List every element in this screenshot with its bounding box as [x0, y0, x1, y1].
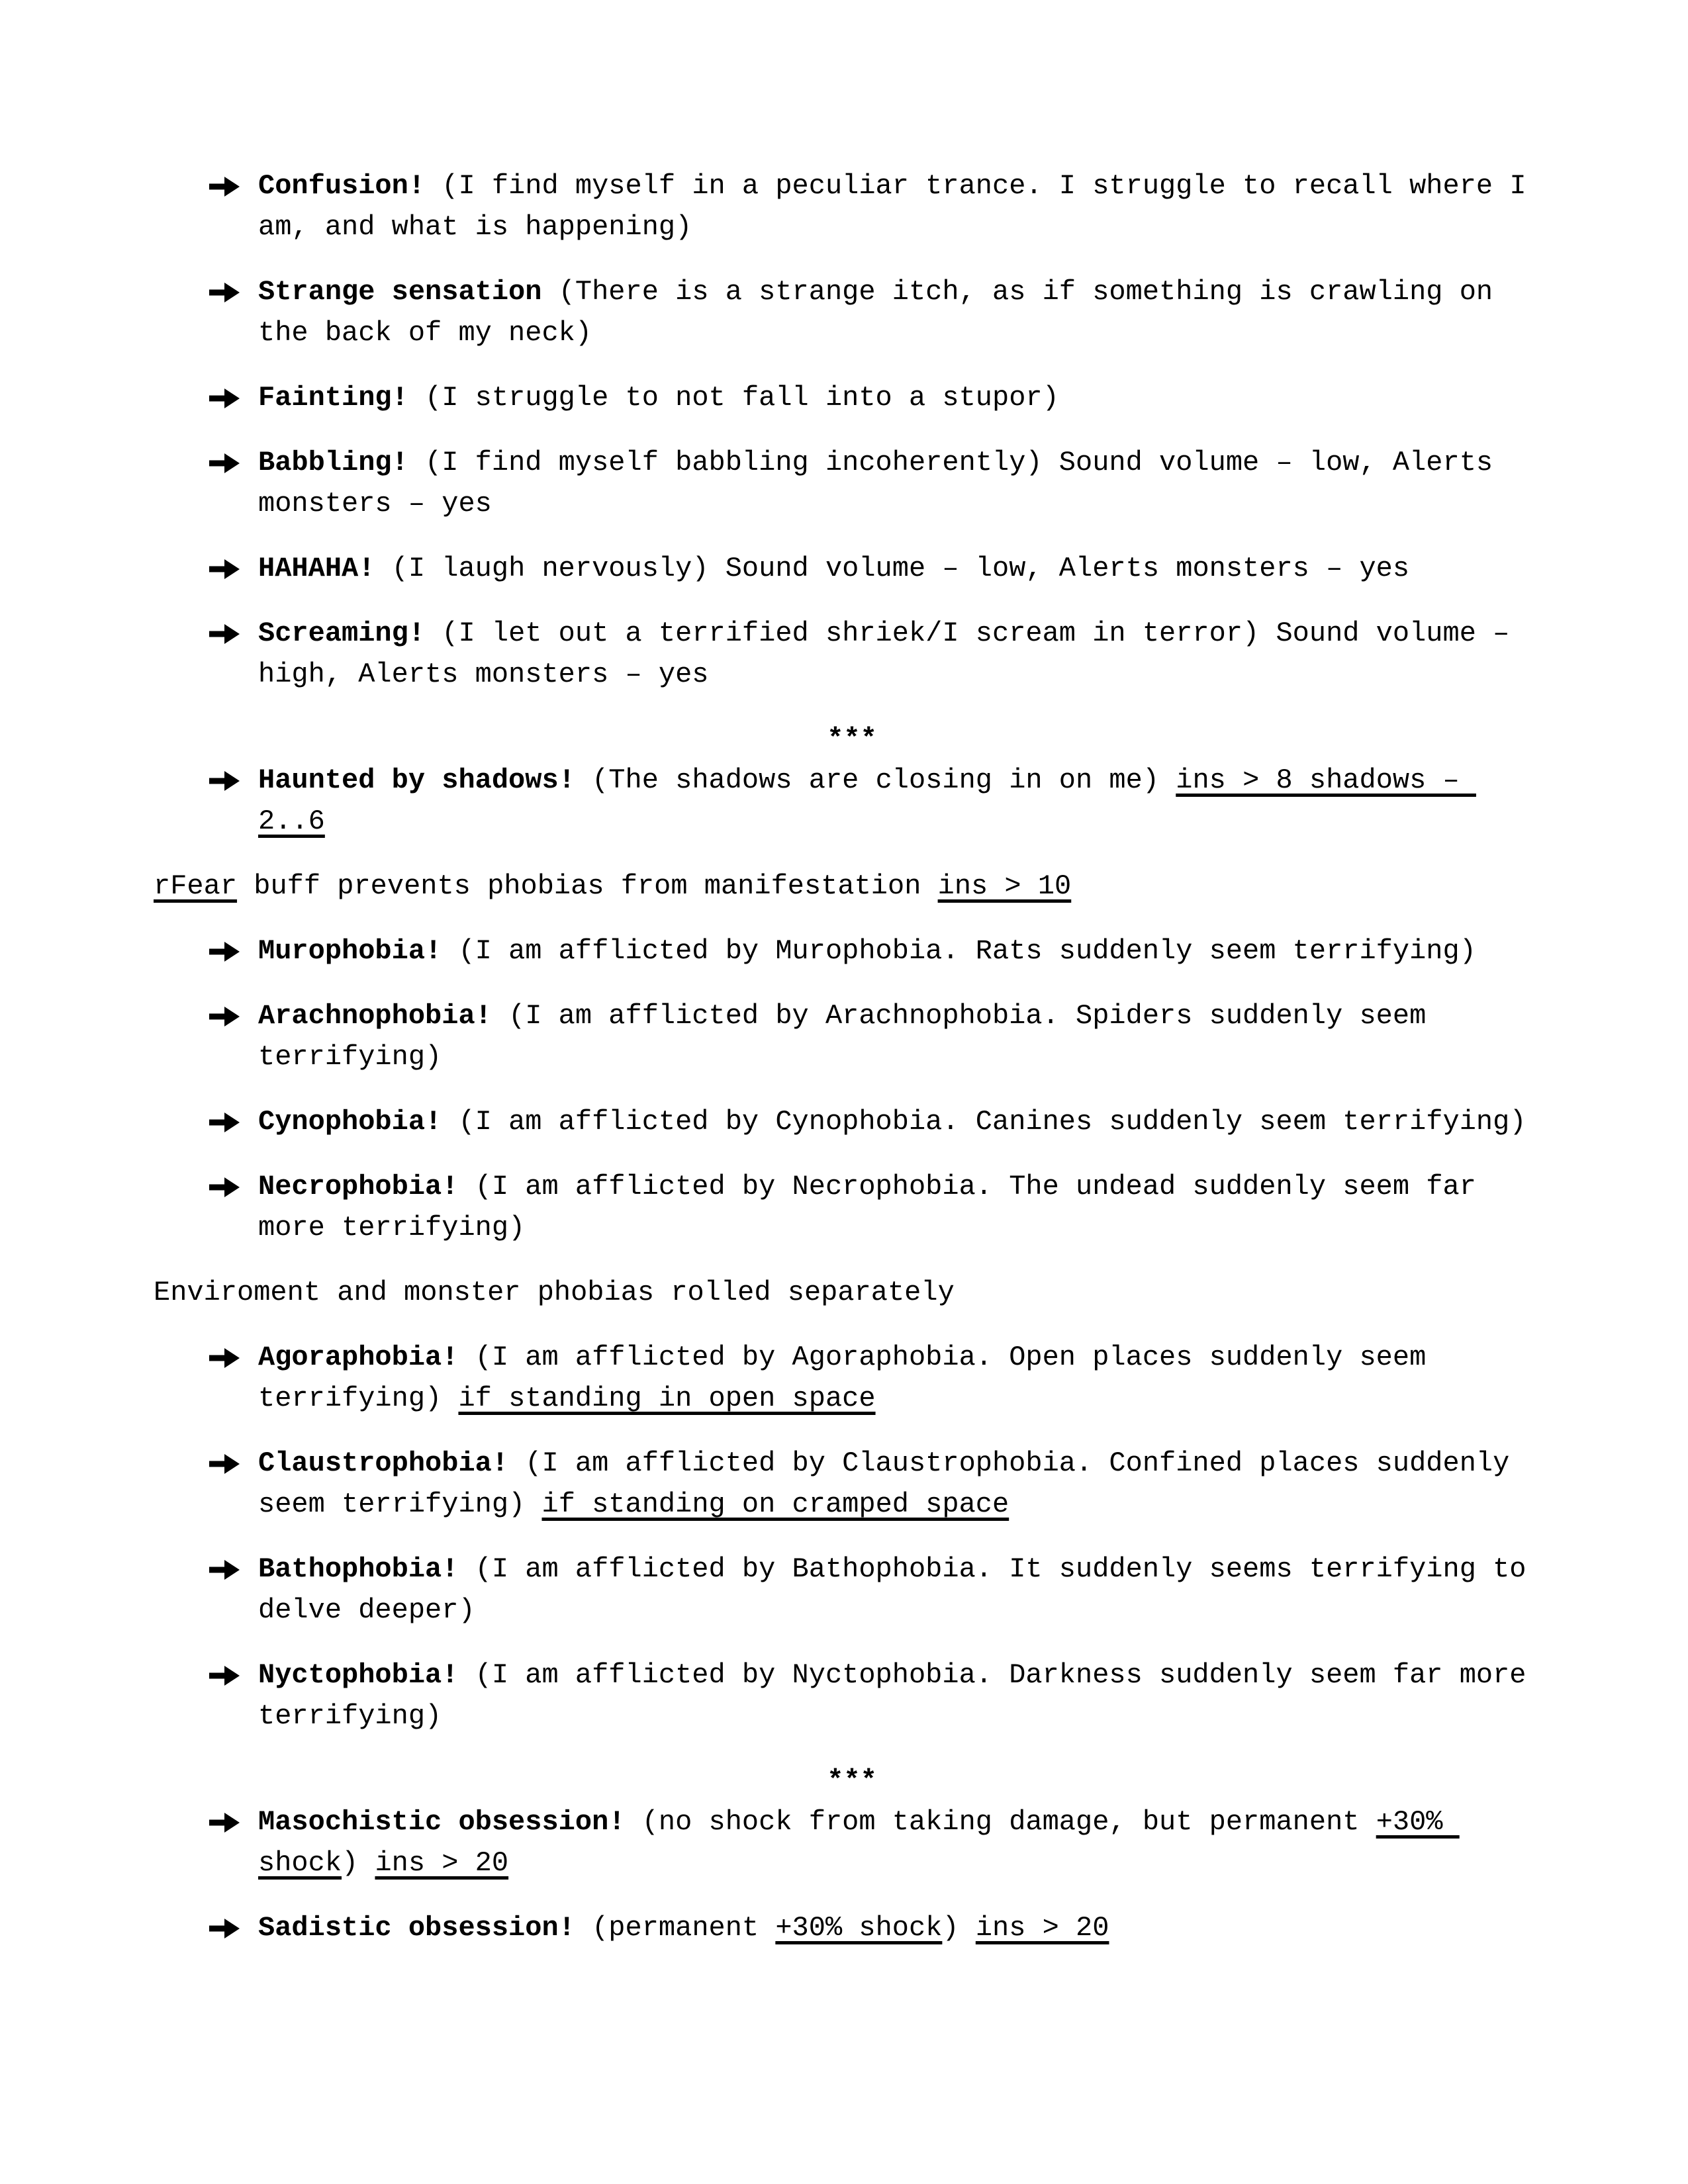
- text-segment: (I find myself in a peculiar trance. I struggle to recall where I: [425, 170, 1526, 202]
- body-paragraph: [154, 1272, 1550, 1313]
- bullet-item: [154, 1655, 1550, 1737]
- text-line: [258, 1907, 1550, 1948]
- text-segment: buff prevents phobias from manifestation: [237, 870, 938, 902]
- text-line: [258, 1655, 1550, 1696]
- text-segment: ins > 20: [975, 1912, 1109, 1944]
- arrow-bullet-icon: [209, 1918, 240, 1939]
- text-line: [258, 1036, 1550, 1077]
- arrow-bullet-icon: [209, 1453, 240, 1475]
- text-segment: +30%: [1376, 1806, 1460, 1838]
- text-line: [258, 613, 1550, 654]
- text-line: [258, 1843, 1550, 1884]
- text-segment: (I am afflicted by Arachnophobia. Spiders suddenly seem: [491, 1000, 1427, 1032]
- bullet-item: [154, 1443, 1550, 1525]
- text-segment: (I am afflicted by Agoraphobia. Open places suddenly seem: [458, 1342, 1427, 1373]
- text-segment: rFear: [154, 870, 238, 902]
- bullet-item: [154, 995, 1550, 1077]
- text-segment: ***: [827, 723, 877, 755]
- text-segment: if standing on cramped space: [541, 1488, 1009, 1520]
- text-line: [258, 1443, 1550, 1484]
- document-content: [154, 165, 1550, 1972]
- text-segment: ins > 8 shadows –: [1176, 764, 1476, 796]
- arrow-bullet-icon: [209, 559, 240, 580]
- text-segment: Claustrophobia!: [258, 1447, 509, 1479]
- text-line: [258, 1166, 1550, 1207]
- text-segment: if standing in open space: [458, 1383, 876, 1414]
- arrow-bullet-icon: [209, 1177, 240, 1198]
- text-segment: the back of my neck): [258, 317, 592, 349]
- text-line: [258, 271, 1550, 312]
- arrow-bullet-icon: [209, 1347, 240, 1369]
- text-segment: Murophobia!: [258, 935, 442, 967]
- text-segment: delve deeper): [258, 1594, 475, 1626]
- text-segment: ins > 10: [937, 870, 1072, 902]
- text-line: [258, 1590, 1550, 1631]
- arrow-bullet-icon: [209, 941, 240, 962]
- text-segment: (I am afflicted by Claustrophobia. Confined places suddenly: [508, 1447, 1510, 1479]
- text-segment: (I am afflicted by Bathophobia. It suddenly seems terrifying to: [458, 1553, 1526, 1585]
- text-segment: ***: [827, 1765, 877, 1797]
- text-segment: Babbling!: [258, 447, 408, 478]
- text-segment: Strange sensation: [258, 276, 542, 308]
- bullet-item: [154, 613, 1550, 695]
- text-line: [154, 719, 1550, 760]
- text-line: [258, 995, 1550, 1036]
- text-line: [258, 760, 1550, 801]
- text-segment: terrifying): [258, 1041, 442, 1073]
- bullet-item: [154, 377, 1550, 418]
- text-segment: (I am afflicted by Nyctophobia. Darkness suddenly seem far more: [458, 1659, 1526, 1691]
- bullet-item: [154, 1801, 1550, 1884]
- text-segment: am, and what is happening): [258, 211, 692, 243]
- bullet-item: [154, 1101, 1550, 1142]
- arrow-bullet-icon: [209, 623, 240, 645]
- text-segment: (I am afflicted by Cynophobia. Canines suddenly seem terrifying): [442, 1106, 1526, 1138]
- arrow-bullet-icon: [209, 770, 240, 792]
- text-segment: Confusion!: [258, 170, 426, 202]
- text-line: [258, 1378, 1550, 1419]
- arrow-bullet-icon: [209, 1112, 240, 1133]
- text-line: [258, 312, 1550, 353]
- text-segment: Fainting!: [258, 382, 408, 414]
- text-line: [258, 1207, 1550, 1248]
- bullet-item: [154, 931, 1550, 972]
- bullet-item: [154, 760, 1550, 842]
- bullet-item: [154, 1549, 1550, 1631]
- text-segment: (The shadows are closing in on me): [575, 764, 1176, 796]
- text-segment: (I laugh nervously) Sound volume – low, Alerts monsters – yes: [375, 553, 1410, 584]
- text-segment: (no shock from taking damage, but permanent: [625, 1806, 1376, 1838]
- text-segment: seem terrifying): [258, 1488, 542, 1520]
- text-segment: ): [942, 1912, 976, 1944]
- text-segment: (There is a strange itch, as if something is crawling on: [541, 276, 1493, 308]
- text-segment: (I find myself babbling incoherently) Sound volume – low, Alerts: [408, 447, 1493, 478]
- text-segment: Sadistic obsession!: [258, 1912, 575, 1944]
- text-line: [258, 801, 1550, 842]
- text-segment: Nyctophobia!: [258, 1659, 459, 1691]
- text-segment: 2..6: [258, 805, 325, 837]
- arrow-bullet-icon: [209, 453, 240, 474]
- text-segment: Necrophobia!: [258, 1171, 459, 1203]
- text-segment: Bathophobia!: [258, 1553, 459, 1585]
- text-line: [258, 931, 1550, 972]
- section-separator: [154, 1760, 1550, 1801]
- section-separator: [154, 719, 1550, 760]
- text-segment: Agoraphobia!: [258, 1342, 459, 1373]
- text-segment: Enviroment and monster phobias rolled separately: [154, 1277, 955, 1308]
- text-segment: high, Alerts monsters – yes: [258, 659, 709, 690]
- bullet-item: [154, 1337, 1550, 1419]
- text-line: [154, 866, 1550, 907]
- arrow-bullet-icon: [209, 388, 240, 409]
- bullet-item: [154, 1166, 1550, 1248]
- arrow-bullet-icon: [209, 1006, 240, 1027]
- text-line: [258, 1101, 1550, 1142]
- text-segment: Cynophobia!: [258, 1106, 442, 1138]
- text-line: [258, 377, 1550, 418]
- text-line: [154, 1272, 1550, 1313]
- text-line: [258, 206, 1550, 248]
- text-segment: (I am afflicted by Necrophobia. The undead suddenly seem far: [458, 1171, 1476, 1203]
- text-segment: monsters – yes: [258, 488, 492, 520]
- text-line: [258, 483, 1550, 524]
- text-segment: more terrifying): [258, 1212, 526, 1244]
- text-line: [154, 1760, 1550, 1801]
- bullet-item: [154, 1907, 1550, 1948]
- text-line: [258, 548, 1550, 589]
- text-segment: HAHAHA!: [258, 553, 375, 584]
- text-segment: (permanent: [575, 1912, 776, 1944]
- text-segment: ): [342, 1847, 375, 1879]
- text-segment: (I am afflicted by Murophobia. Rats suddenly seem terrifying): [442, 935, 1476, 967]
- arrow-bullet-icon: [209, 1665, 240, 1686]
- text-line: [258, 165, 1550, 206]
- text-line: [258, 1549, 1550, 1590]
- arrow-bullet-icon: [209, 1812, 240, 1833]
- text-segment: Arachnophobia!: [258, 1000, 492, 1032]
- text-segment: ins > 20: [375, 1847, 509, 1879]
- text-line: [258, 1801, 1550, 1843]
- text-segment: Screaming!: [258, 617, 426, 649]
- text-segment: Haunted by shadows!: [258, 764, 575, 796]
- text-line: [258, 654, 1550, 695]
- text-segment: (I struggle to not fall into a stupor): [408, 382, 1059, 414]
- arrow-bullet-icon: [209, 176, 240, 197]
- text-line: [258, 442, 1550, 483]
- text-segment: shock: [258, 1847, 342, 1879]
- bullet-item: [154, 442, 1550, 524]
- text-line: [258, 1696, 1550, 1737]
- text-segment: (I let out a terrified shriek/I scream in terror) Sound volume –: [425, 617, 1510, 649]
- arrow-bullet-icon: [209, 1559, 240, 1580]
- body-paragraph: [154, 866, 1550, 907]
- bullet-item: [154, 165, 1550, 248]
- text-line: [258, 1484, 1550, 1525]
- bullet-item: [154, 271, 1550, 353]
- text-line: [258, 1337, 1550, 1378]
- text-segment: terrifying): [258, 1700, 442, 1732]
- text-segment: +30% shock: [775, 1912, 943, 1944]
- bullet-item: [154, 548, 1550, 589]
- arrow-bullet-icon: [209, 282, 240, 303]
- text-segment: terrifying): [258, 1383, 459, 1414]
- text-segment: Masochistic obsession!: [258, 1806, 626, 1838]
